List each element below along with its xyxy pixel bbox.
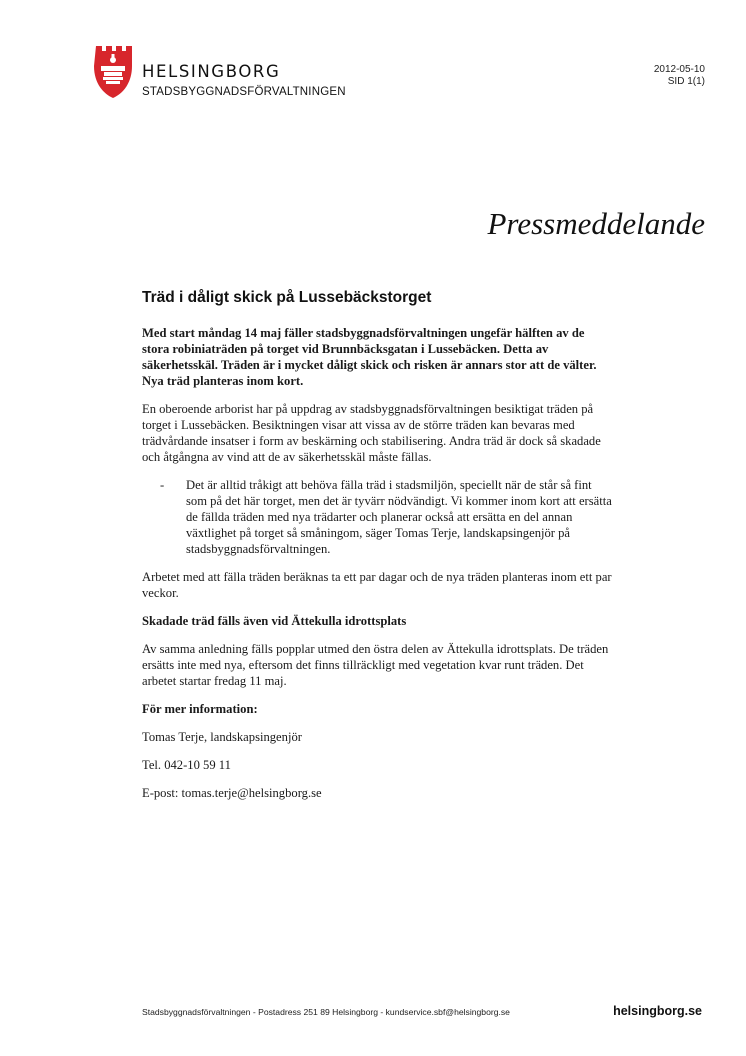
org-name: HELSINGBORG [142, 62, 281, 81]
lead-paragraph: Med start måndag 14 maj fäller stadsbyggnadsförvaltningen ungefär hälften av de stora robiniaträden på torget vid Brunnbäcksgatan i Lussebäcken. Detta av säkerhetsskäl. Träden är i mycket dåligt skick och risken är annars stor att de välter. Nya träd planteras inom kort. [142, 326, 597, 388]
page-number: SID 1(1) [667, 76, 705, 87]
info-heading: För mer information: [142, 702, 258, 716]
helsingborg-crest-logo [92, 44, 134, 100]
footer-website: helsingborg.se [613, 1004, 702, 1018]
contact-phone: Tel. 042-10 59 11 [142, 758, 231, 772]
contact-name: Tomas Terje, landskapsingenjör [142, 730, 302, 744]
body-paragraph-2: Arbetet med att fälla träden beräknas ta ett par dagar och de nya träden planteras inom ett par veckor. [142, 570, 612, 600]
document-meta [654, 64, 705, 88]
document-date: 2012-05-10 [653, 64, 705, 75]
footer-address: Stadsbyggnadsförvaltningen - Postadress 251 89 Helsingborg - kundservice.sbf@helsingborg.se [142, 1007, 510, 1017]
quote-text: Det är alltid tråkigt att behöva fälla träd i stadsmiljön, speciellt när de står så fint som på det här torget, men det är tyvärr nödvändigt. Vi kommer inom kort att ersätta de fällda träden med nya trädarter och planerar också att ersätta en del annan växtlighet på torget så småningom, säger Tomas Terje, landskapsingenjör på stadsbyggnadsförvaltningen. [186, 478, 612, 556]
page-title: Träd i dåligt skick på Lussebäckstorget [142, 289, 432, 306]
contact-email: E-post: tomas.terje@helsingborg.se [142, 786, 322, 800]
body-paragraph-3: Av samma anledning fälls popplar utmed den östra delen av Ättekulla idrottsplats. De träden ersätts inte med nya, eftersom det finns tillräckligt med vegetation kvar runt träden. Det arbetet startar fredag 11 maj. [142, 642, 609, 688]
quote-dash: - [160, 478, 165, 492]
document-body [142, 290, 612, 813]
document-type: Pressmeddelande [487, 206, 705, 241]
body-paragraph-1: En oberoende arborist har på uppdrag av stadsbyggnadsförvaltningen besiktigat träden på torget i Lussebäcken. Besiktningen visar att vissa av de större träden kan bevaras med trädvårdande insatser i form av beskärning och stabilisering. Andra träd är dock så skadade och åtgångna av vind att de av säkerhetsskäl måste fällas. [142, 402, 601, 464]
subheading: Skadade träd fälls även vid Ättekulla idrottsplats [142, 614, 407, 628]
quote-block [142, 477, 612, 557]
department-name: STADSBYGGNADSFÖRVALTNINGEN [142, 86, 346, 98]
